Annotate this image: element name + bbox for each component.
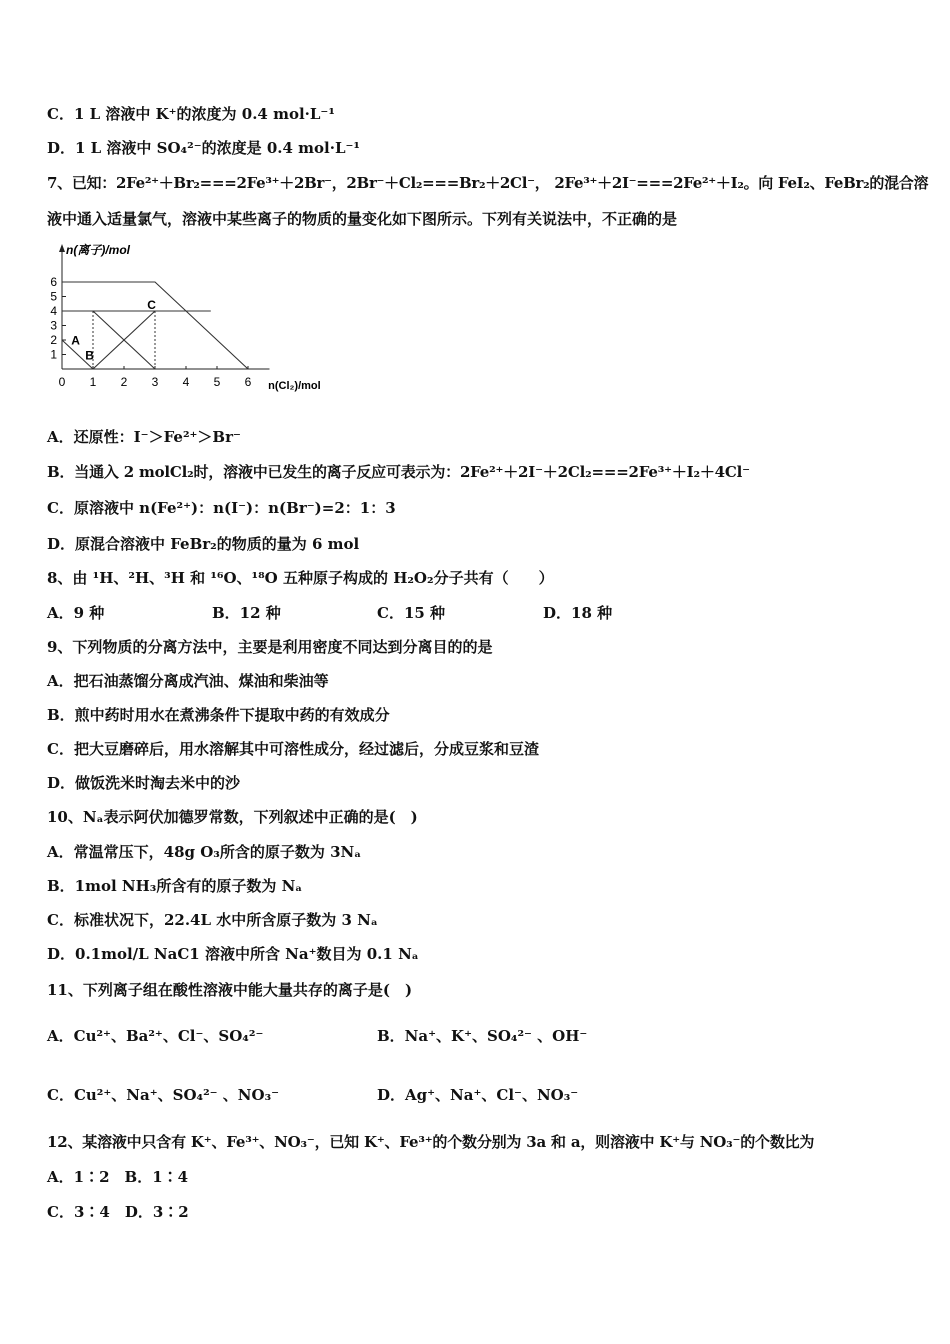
- q10-stem: 10、Nₐ表示阿伏加德罗常数，下列叙述中正确的是( ): [47, 808, 418, 826]
- q11-option-d: D．Ag⁺、Na⁺、Cl⁻、NO₃⁻: [377, 1086, 579, 1104]
- q11-stem: 11、下列离子组在酸性溶液中能大量共存的离子是( ): [47, 981, 413, 999]
- q9-option-c: C．把大豆磨碎后，用水溶解其中可溶性成分，经过滤后，分成豆浆和豆渣: [47, 740, 539, 758]
- curve-label-C: C: [147, 297, 156, 312]
- curve-label-B: B: [85, 348, 94, 363]
- q7-option-a: A．还原性：I⁻＞Fe²⁺＞Br⁻: [47, 428, 241, 446]
- q8-option-b: B．12 种: [212, 604, 281, 622]
- q9-option-b: B．煎中药时用水在煮沸条件下提取中药的有效成分: [47, 706, 390, 724]
- q10-option-b: B．1mol NH₃所含有的原子数为 Nₐ: [47, 877, 303, 895]
- x-tick-label: 6: [244, 375, 252, 389]
- y-tick-label: 1: [50, 347, 57, 362]
- x-tick-label: 1: [89, 375, 97, 389]
- q7-option-b: B．当通入 2 molCl₂时，溶液中已发生的离子反应可表示为：2Fe²⁺＋2I⁻＋2Cl₂===2Fe³⁺＋I₂＋4Cl⁻: [47, 463, 750, 481]
- q10-option-c: C．标准状况下，22.4L 水中所含原子数为 3 Nₐ: [47, 911, 378, 929]
- q8-option-d: D．18 种: [543, 604, 613, 622]
- ion-amount-chart: [44, 238, 344, 393]
- y-tick-label: 6: [50, 275, 57, 289]
- y-tick-label: 3: [50, 318, 57, 333]
- q9-option-d: D．做饭洗米时淘去米中的沙: [47, 774, 241, 792]
- q7-option-d: D．原混合溶液中 FeBr₂的物质的量为 6 mol: [47, 535, 360, 553]
- q11-option-c: C．Cu²⁺、Na⁺、SO₄²⁻ 、NO₃⁻: [47, 1086, 280, 1104]
- q8-stem: 8、由 ¹H、²H、³H 和 ¹⁶O、¹⁸O 五种原子构成的 H₂O₂分子共有（ ）: [47, 569, 554, 587]
- x-tick-label: 3: [151, 375, 159, 389]
- y-tick-label: 4: [50, 304, 57, 318]
- q11-option-b: B．Na⁺、K⁺、SO₄²⁻ 、OH⁻: [377, 1027, 588, 1045]
- q7-stem-line2: 液中通入适量氯气，溶液中某些离子的物质的量变化如下图所示。下列有关说法中，不正确的是: [47, 210, 678, 228]
- q12-stem: 12、某溶液中只含有 K⁺、Fe³⁺、NO₃⁻，已知 K⁺、Fe³⁺的个数分别为 3a 和 a，则溶液中 K⁺与 NO₃⁻的个数比为: [47, 1133, 815, 1151]
- x-tick-label: 4: [182, 375, 190, 389]
- x-tick-label: 0: [58, 375, 66, 389]
- q9-option-a: A．把石油蒸馏分离成汽油、煤油和柴油等: [47, 672, 329, 690]
- q12-options-cd: C．3∶4 D．3∶2: [47, 1203, 189, 1221]
- q7-stem-line1: 7、已知：2Fe²⁺＋Br₂===2Fe³⁺＋2Br⁻，2Br⁻＋Cl₂===Br₂＋2Cl⁻， 2Fe³⁺＋2I⁻===2Fe²⁺＋I₂。向 FeI₂、FeBr₂的混合溶: [47, 174, 929, 192]
- q10-option-d: D．0.1mol/L NaC1 溶液中所含 Na⁺数目为 0.1 Nₐ: [47, 945, 419, 963]
- curve-label-A: A: [71, 333, 80, 348]
- q7-option-c: C．原溶液中 n(Fe²⁺)：n(I⁻)：n(Br⁻)=2：1：3: [47, 499, 396, 517]
- y-tick-label: 2: [50, 333, 57, 347]
- q10-option-a: A．常温常压下，48g O₃所含的原子数为 3Nₐ: [47, 843, 362, 861]
- y-axis-arrow: [59, 244, 65, 252]
- q8-option-a: A．9 种: [47, 604, 105, 622]
- q9-stem: 9、下列物质的分离方法中，主要是利用密度不同达到分离目的的是: [47, 638, 493, 656]
- q8-option-c: C．15 种: [377, 604, 446, 622]
- q12-options-ab: A．1∶2 B．1∶4: [47, 1168, 189, 1186]
- y-tick-label: 5: [50, 289, 57, 304]
- x-tick-label: 2: [120, 375, 128, 389]
- q6-option-c: C．1 L 溶液中 K⁺的浓度为 0.4 mol·L⁻¹: [47, 105, 335, 123]
- q6-option-d: D．1 L 溶液中 SO₄²⁻的浓度是 0.4 mol·L⁻¹: [47, 139, 360, 157]
- q11-option-a: A．Cu²⁺、Ba²⁺、Cl⁻、SO₄²⁻: [47, 1027, 264, 1045]
- y-axis-label: n(离子)/mol: [66, 243, 130, 257]
- x-axis-label: n(Cl₂)/mol: [268, 380, 321, 392]
- x-tick-label: 5: [213, 375, 221, 389]
